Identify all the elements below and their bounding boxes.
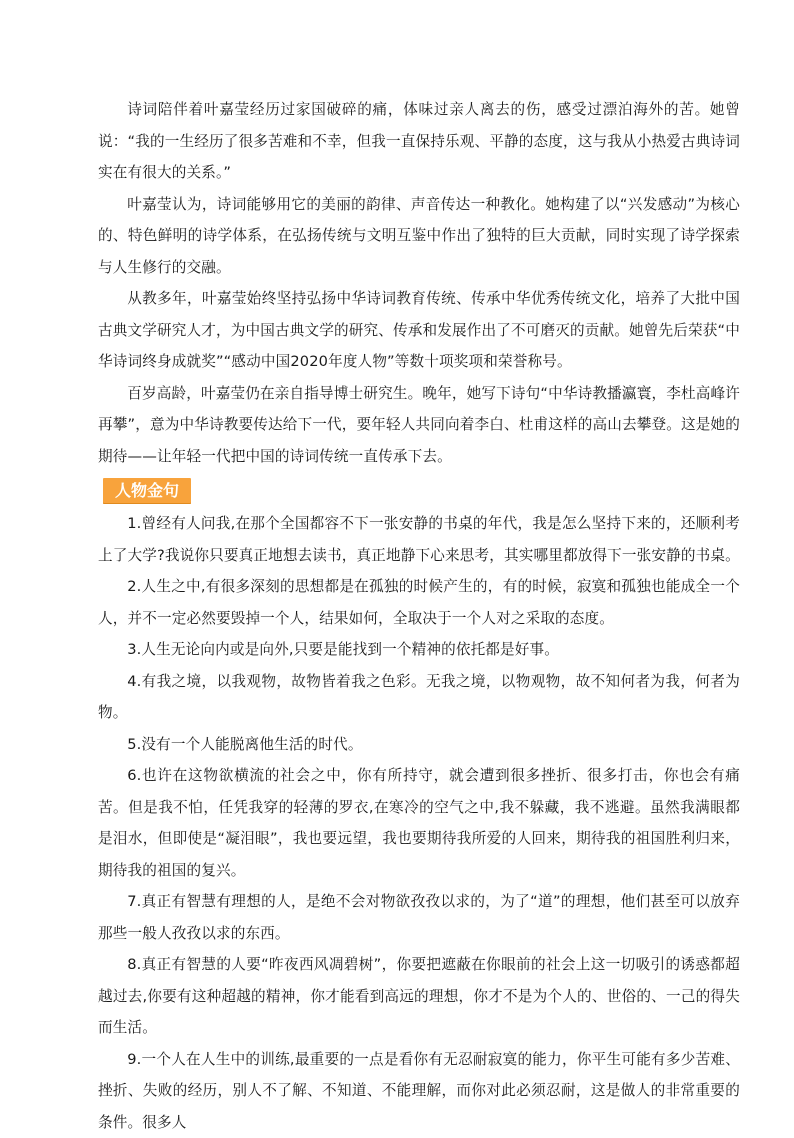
- quote-item: 3.人生无论向内或是向外,只要是能找到一个精神的依托都是好事。: [98, 634, 740, 666]
- quote-item: 6.也许在这物欲横流的社会之中，你有所持守，就会遭到很多挫折、很多打击，你也会有痛苦。但是我不怕，任凭我穿的轻薄的罗衣,在寒冷的空气之中,我不躲藏，我不逃避。虽然我满眼都是泪水，但即使是“凝泪眼”，我也要远望，我也要期待我所爱的人回来，期待我的祖国胜利归来，期待我的祖国的复兴。: [98, 760, 740, 886]
- quote-item: 7.真正有智慧有理想的人，是绝不会对物欲孜孜以求的，为了“道”的理想，他们甚至可以放弃那些一般人孜孜以求的东西。: [98, 886, 740, 949]
- section-title: 人物金句: [103, 478, 191, 504]
- section-header: [98, 472, 740, 508]
- paragraph-4: 百岁高龄，叶嘉莹仍在亲自指导博士研究生。晚年，她写下诗句“中华诗教播瀛寰，李杜高峰许再攀”，意为中华诗教要传达给下一代，要年轻人共同向着李白、杜甫这样的高山去攀登。这是她的期待——让年轻一代把中国的诗词传统一直传承下去。: [98, 378, 740, 473]
- quote-item: 1.曾经有人问我,在那个全国都容不下一张安静的书桌的年代，我是怎么坚持下来的，还顺利考上了大学?我说你只要真正地想去读书，真正地静下心来思考，其实哪里都放得下一张安静的书桌。: [98, 508, 740, 571]
- document-page: [98, 94, 740, 1138]
- quote-item: 8.真正有智慧的人要“昨夜西风凋碧树”，你要把遮蔽在你眼前的社会上这一切吸引的诱惑都超越过去,你要有这种超越的精神，你才能看到高远的理想，你才不是为个人的、世俗的、一己的得失而生活。: [98, 949, 740, 1044]
- quote-item: 2.人生之中,有很多深刻的思想都是在孤独的时候产生的，有的时候，寂寞和孤独也能成全一个人，并不一定必然要毁掉一个人，结果如何，全取决于一个人对之采取的态度。: [98, 571, 740, 634]
- quote-item: 5.没有一个人能脱离他生活的时代。: [98, 729, 740, 761]
- paragraph-1: 诗词陪伴着叶嘉莹经历过家国破碎的痛，体味过亲人离去的伤，感受过漂泊海外的苦。她曾说：“我的一生经历了很多苦难和不幸，但我一直保持乐观、平静的态度，这与我从小热爱古典诗词实在有很大的关系。”: [98, 94, 740, 189]
- quote-item: 9.一个人在人生中的训练,最重要的一点是看你有无忍耐寂寞的能力，你平生可能有多少苦难、挫折、失败的经历，别人不了解、不知道、不能理解，而你对此必须忍耐，这是做人的非常重要的条件。很多人: [98, 1044, 740, 1138]
- paragraph-2: 叶嘉莹认为，诗词能够用它的美丽的韵律、声音传达一种教化。她构建了以“兴发感动”为核心的、特色鲜明的诗学体系，在弘扬传统与文明互鉴中作出了独特的巨大贡献，同时实现了诗学探索与人生修行的交融。: [98, 189, 740, 284]
- paragraph-3: 从教多年，叶嘉莹始终坚持弘扬中华诗词教育传统、传承中华优秀传统文化，培养了大批中国古典文学研究人才，为中国古典文学的研究、传承和发展作出了不可磨灭的贡献。她曾先后荣获“中华诗词终身成就奖”“感动中国2020年度人物”等数十项奖项和荣誉称号。: [98, 283, 740, 378]
- quote-item: 4.有我之境，以我观物，故物皆着我之色彩。无我之境，以物观物，故不知何者为我，何者为物。: [98, 666, 740, 729]
